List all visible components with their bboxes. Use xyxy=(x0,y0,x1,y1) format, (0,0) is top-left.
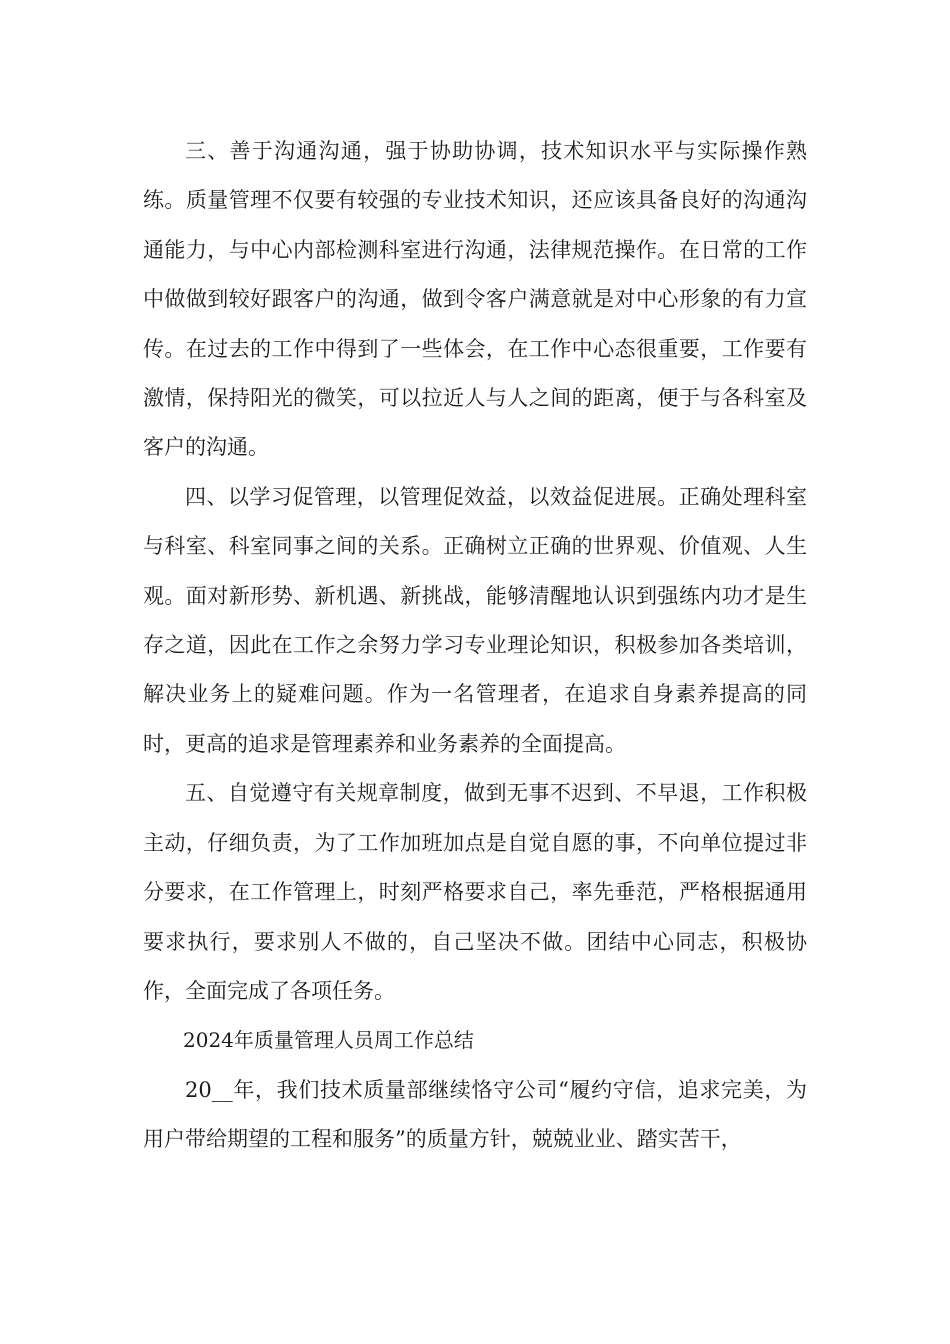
paragraph-communication: 三、善于沟通沟通，强于协助协调，技术知识水平与实际操作熟练。质量管理不仅要有较强的专业技术知识，还应该具备良好的沟通沟通能力，与中心内部检测科室进行沟通，法律规范操作。在日常的工作中做做到较好跟客户的沟通，做到令客户满意就是对中心形象的有力宣传。在过去的工作中得到了一些体会，在工作中心态很重要，工作要有激情，保持阳光的微笑，可以拉近人与人之间的距离，便于与各科室及客户的沟通。 xyxy=(143,139,807,460)
document-body xyxy=(143,127,807,1165)
paragraph-discipline: 五、自觉遵守有关规章制度，做到无事不迟到、不早退，工作积极主动，仔细负责，为了工作加班加点是自觉自愿的事，不向单位提过非分要求，在工作管理上，时刻严格要求自己，率先垂范，严格根据通用要求执行，要求别人不做的，自己坚决不做。团结中心同志，积极协作，全面完成了各项任务。 xyxy=(143,781,807,1003)
section-title: 2024年质量管理人员周工作总结 xyxy=(183,1028,474,1053)
paragraph-closing: 20__年，我们技术质量部继续恪守公司“履约守信，追求完美，为用户带给期望的工程和服务”的质量方针，兢兢业业、踏实苦干， xyxy=(143,1077,807,1152)
paragraph-learning: 四、以学习促管理，以管理促效益，以效益促进展。正确处理科室与科室、科室同事之间的关系。正确树立正确的世界观、价值观、人生观。面对新形势、新机遇、新挑战，能够清醒地认识到强练内功才是生存之道，因此在工作之余努力学习专业理论知识，积极参加各类培训，解决业务上的疑难问题。作为一名管理者，在追求自身素养提高的同时，更高的追求是管理素养和业务素养的全面提高。 xyxy=(143,484,807,756)
